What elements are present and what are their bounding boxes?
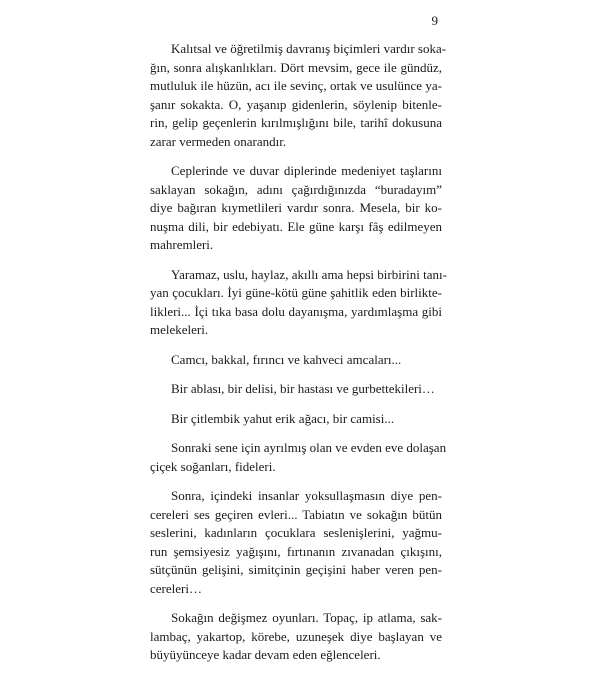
paragraph (150, 380, 442, 399)
paragraph (150, 410, 442, 429)
paragraph (150, 351, 442, 370)
text-line: ğın, sonra alışkanlıkları. Dört mevsim, gece ile gündüz, (150, 59, 442, 75)
text-line: nuşma dili, bir edebiyatı. Ele güne karşı fâş edilmeyen (150, 218, 442, 234)
text-line: rin, gelip geçenlerin kırılmışlığını bile, tarihî dokusuna (150, 115, 442, 130)
text-line: şanır sokakta. O, yaşanıp gidenlerin, söylenip bitenle- (150, 96, 442, 112)
paragraph (150, 40, 447, 151)
text-line: Bir ablası, bir delisi, bir hastası ve gurbettekileri… (171, 381, 435, 396)
text-line: diye bağıran kıymetlileri vardır sonra. Mesela, bir ko- (150, 200, 442, 215)
text-line: sütçünün gelişini, simitçinin geçişini haber veren pen- (150, 562, 442, 577)
text-line: cereleri ses geçiren evleri... Tabiatın ve sokağın bütün (150, 506, 442, 522)
paragraph (150, 609, 442, 665)
paragraph (150, 162, 442, 255)
text-line: lambaç, yakartop, körebe, uzuneşek diye başlayan ve (150, 628, 442, 644)
paragraph (150, 487, 442, 598)
text-line: yan çocukları. İyi güne-kötü güne şahitlik eden birlikte- (150, 285, 442, 300)
text-line: Yaramaz, uslu, haylaz, akıllı ama hepsi birbirini tanı- (171, 266, 447, 282)
text-line: çiçek soğanları, fideleri. (150, 458, 276, 474)
text-line: saklayan sokağın, adını çağırdığınızda “buradayım” (150, 181, 442, 197)
page-number: 9 (431, 13, 438, 28)
paragraph (150, 266, 447, 340)
text-line: seslerini, kadınların çocuklara seslenişlerini, yağmu- (150, 525, 442, 540)
text-line: likleri... İçi tıka basa dolu dayanışma, yardımlaşma gibi (150, 303, 442, 319)
text-line: Sonra, içindeki insanlar yoksullaşmasın diye pen- (171, 488, 442, 503)
text-line: mutluluk ile hüzün, acı ile sevinç, ortak ve usulünce ya- (150, 78, 442, 93)
body-text (150, 40, 447, 676)
text-line: Bir çitlembik yahut erik ağacı, bir camisi... (171, 410, 395, 426)
text-line: mahremleri. (150, 237, 214, 252)
text-line: run şemsiyesiz yağışını, fırtınanın zıvanadan çıkışını, (150, 543, 442, 559)
text-line: Ceplerinde ve duvar diplerinde medeniyet taşlarını (171, 163, 442, 178)
text-line: Kalıtsal ve öğretilmiş davranış biçimleri vardır soka- (171, 41, 447, 56)
text-line: melekeleri. (150, 322, 209, 337)
paragraph (150, 439, 447, 476)
text-line: Sokağın değişmez oyunları. Topaç, ip atlama, sak- (171, 610, 442, 625)
text-line: Sonraki sene için ayrılmış olan ve evden eve dolaşan (171, 440, 447, 455)
text-line: cereleri… (150, 580, 202, 596)
text-line: zarar vermeden onarandır. (150, 133, 287, 149)
text-line: Camcı, bakkal, fırıncı ve kahveci amcaları... (171, 351, 402, 367)
text-line: büyüyünceye kadar devam eden eğlenceleri. (150, 647, 381, 662)
